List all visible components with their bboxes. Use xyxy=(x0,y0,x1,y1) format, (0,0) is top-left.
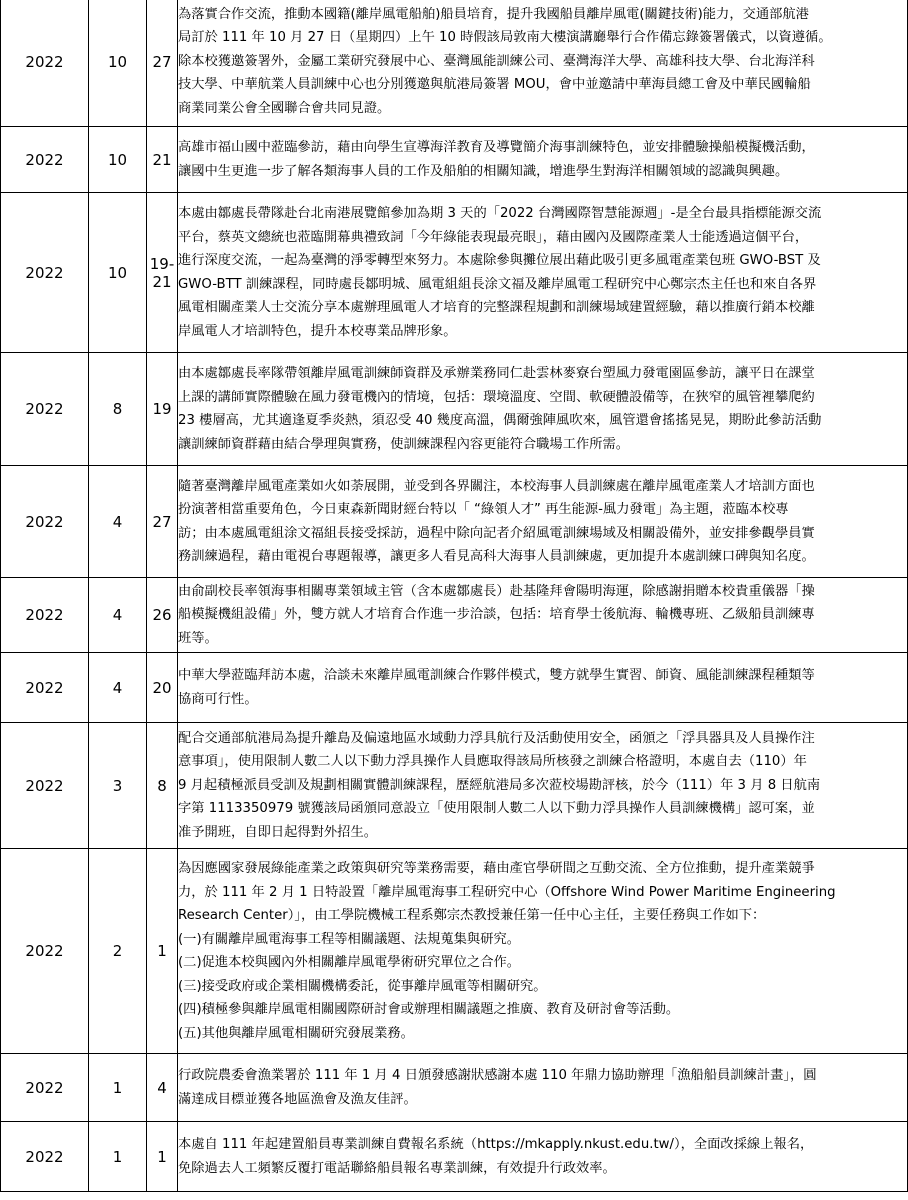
description-line: 訪；由本處風電組涂文福組長接受採訪，過程中除向記者介紹風電訓練場域及相關設備外，並安排參觀學員實 xyxy=(178,525,815,541)
description-line: Research Center）」，由工學院機械工程系鄭宗杰教授兼任第一任中心主任，主要任務與工作如下： xyxy=(178,908,766,923)
description-line: 商業同業公會全國聯合會共同見證。 xyxy=(178,100,391,116)
event-description xyxy=(178,849,908,1054)
event-row xyxy=(1,193,908,353)
event-year: 2022 xyxy=(1,0,89,127)
event-day: 1 xyxy=(147,1122,178,1192)
event-year: 2022 xyxy=(1,723,89,849)
description-line: 字第 1113350979 號獲該局函頒同意設立「使用限制人數二人以下動力浮具操作人員訓練機構」認可案，並 xyxy=(178,801,815,817)
event-row xyxy=(1,353,908,466)
event-day: 27 xyxy=(147,0,178,127)
description-line: 風電相關產業人士交流分享本處辦理風電人才培育的完整課程規劃和訓練場域建置經驗，藉以推廣行銷本校離 xyxy=(178,300,815,315)
event-year: 2022 xyxy=(1,193,89,353)
event-row xyxy=(1,849,908,1054)
description-line: 由俞副校長率領海事相關專業領域主管（含本處鄒處長）赴基隆拜會陽明海運，除感謝捐贈本校貴重儀器「操 xyxy=(178,583,815,599)
description-line: 行政院農委會漁業署於 111 年 1 月 4 日頒發感謝狀感謝本處 110 年鼎力協助辦理「漁船船員訓練計畫」，圓 xyxy=(178,1068,817,1083)
description-line: 務訓練過程，藉由電視台專題報導，讓更多人看見高科大海事人員訓練處，更加提升本處訓練口碑與知名度。 xyxy=(178,549,815,564)
event-day: 19 xyxy=(147,353,178,466)
description-line: 岸風電人才培訓特色，提升本校專業品牌形象。 xyxy=(178,323,457,339)
event-year: 2022 xyxy=(1,653,89,723)
event-row xyxy=(1,1054,908,1122)
description-line: 高雄市福山國中蒞臨參訪，藉由向學生宣導海洋教育及導覽簡介海事訓練特色，並安排體驗操船模擬機活動， xyxy=(178,140,815,155)
event-year: 2022 xyxy=(1,127,89,193)
event-month: 3 xyxy=(89,723,147,849)
event-day: 27 xyxy=(147,466,178,578)
event-description xyxy=(178,1054,908,1122)
description-line: 由本處鄒處長率隊帶領離岸風電訓練師資群及承辦業務同仁赴雲林麥寮台塑風力發電園區參訪，讓平日在課堂 xyxy=(178,366,815,381)
event-row xyxy=(1,127,908,193)
description-line: (一)有關離岸風電海事工程等相關議題、法規蒐集與研究。 xyxy=(178,931,520,947)
description-line: 除本校獲邀簽署外，金屬工業研究發展中心、臺灣風能訓練公司、臺灣海洋大學、高雄科技大學、台北海洋科 xyxy=(178,53,815,69)
event-description xyxy=(178,1122,908,1192)
event-row xyxy=(1,1122,908,1192)
description-line: 平台，蔡英文總統也蒞臨開幕典禮致詞「今年綠能表現最亮眼」，藉由國內及國際產業人士能透過這個平台， xyxy=(178,229,809,245)
event-month: 8 xyxy=(89,353,147,466)
event-year: 2022 xyxy=(1,1122,89,1192)
description-line: 扮演著相當重要角色，今日東森新聞財經台特以「 “綠領人才” 再生能源-風力發電」為主題，蒞臨本校專 xyxy=(178,502,789,517)
event-description xyxy=(178,127,908,193)
event-month: 1 xyxy=(89,1122,147,1192)
event-description xyxy=(178,723,908,849)
description-line: 免除過去人工頻繁反覆打電話聯絡船員報名專業訓練，有效提升行政效率。 xyxy=(178,1160,616,1176)
description-line: 本處由鄒處長帶隊赴台北南港展覽館參加為期 3 天的「2022 台灣國際智慧能源週」-是全台最具指標能源交流 xyxy=(178,206,822,221)
event-row xyxy=(1,0,908,127)
description-line: 9 月起積極派員受訓及規劃相關實體訓練課程，歷經航港局多次蒞校場勘評核，於今（111）年 3 月 8 日航南 xyxy=(178,777,821,793)
description-line: 船模擬機組設備」外，雙方就人才培育合作進一步洽談，包括：培育學士後航海、輪機專班、乙級船員訓練專 xyxy=(178,607,815,623)
event-day: 4 xyxy=(147,1054,178,1122)
event-month: 10 xyxy=(89,127,147,193)
event-month: 2 xyxy=(89,849,147,1054)
event-description xyxy=(178,653,908,723)
description-line: 本處自 111 年起建置船員專業訓練自費報名系統（https://mkapply.nkust.edu.tw/），全面改採線上報名， xyxy=(178,1137,814,1152)
event-row xyxy=(1,578,908,653)
description-line: 局訂於 111 年 10 月 27 日（星期四）上午 10 時假該局敦南大樓演講廳舉行合作備忘錄簽署儀式，以資遵循。 xyxy=(178,30,832,46)
description-line: 為落實合作交流，推動本國籍(離岸風電船舶)船員培育，提升我國船員離岸風電(關鍵技術)能力，交通部航港 xyxy=(178,6,809,22)
description-line: 上課的講師實際體驗在風力發電機內的情境，包括：環境溫度、空間、軟硬體設備等，在狹窄的風管裡攀爬約 xyxy=(178,389,815,405)
event-year: 2022 xyxy=(1,353,89,466)
event-year: 2022 xyxy=(1,578,89,653)
event-description xyxy=(178,193,908,353)
event-month: 4 xyxy=(89,653,147,723)
event-day: 20 xyxy=(147,653,178,723)
event-day: 8 xyxy=(147,723,178,849)
event-description xyxy=(178,353,908,466)
event-description xyxy=(178,578,908,653)
event-month: 1 xyxy=(89,1054,147,1122)
description-line: 23 樓層高，尤其適逢夏季炎熱，須忍受 40 幾度高溫，偶爾強陣風吹來，風管還會搖搖晃晃，期盼此參訪活動 xyxy=(178,413,822,428)
description-line: 中華大學蒞臨拜訪本處，洽談未來離岸風電訓練合作夥伴模式，雙方就學生實習、師資、風能訓練課程種類等 xyxy=(178,668,815,683)
description-line: 隨著臺灣離岸風電產業如火如荼展開，並受到各界關注，本校海事人員訓練處在離岸風電產業人才培訓方面也 xyxy=(178,478,815,494)
event-row xyxy=(1,466,908,578)
event-month: 10 xyxy=(89,0,147,127)
event-description xyxy=(178,466,908,578)
event-month: 4 xyxy=(89,466,147,578)
event-day: 1 xyxy=(147,849,178,1054)
event-day: 19-21 xyxy=(147,193,178,353)
description-line: 為因應國家發展綠能產業之政策與研究等業務需要，藉由產官學研間之互動交流、全方位推動，提升產業競爭 xyxy=(178,861,815,876)
event-month: 10 xyxy=(89,193,147,353)
description-line: 意事項」，使用限制人數二人以下動力浮具操作人員應取得該局所核發之訓練合格證明，本處自去（110）年 xyxy=(178,754,807,770)
description-line: (二)促進本校與國內外相關離岸風電學術研究單位之合作。 xyxy=(178,955,520,970)
event-year: 2022 xyxy=(1,466,89,578)
event-day: 21 xyxy=(147,127,178,193)
event-description xyxy=(178,0,908,127)
description-line: 配合交通部航港局為提升離島及偏遠地區水域動力浮具航行及活動使用安全，函頒之「浮具器具及人員操作注 xyxy=(178,730,815,746)
description-line: 滿達成目標並獲各地區漁會及漁友佳評。 xyxy=(178,1091,417,1107)
event-row xyxy=(1,723,908,849)
description-line: 技大學、中華航業人員訓練中心也分別獲邀與航港局簽署 MOU，會中並邀請中華海員總工會及中華民國輪船 xyxy=(178,77,811,93)
description-line: 讓國中生更進一步了解各類海事人員的工作及船舶的相關知識，增進學生對海洋相關領域的認識與興趣。 xyxy=(178,163,789,179)
description-line: 班等。 xyxy=(178,630,218,646)
event-year: 2022 xyxy=(1,849,89,1054)
event-month: 4 xyxy=(89,578,147,653)
event-day: 26 xyxy=(147,578,178,653)
description-line: 協商可行性。 xyxy=(178,691,258,707)
events-table-body xyxy=(1,0,908,1192)
description-line: (四)積極參與離岸風電相關國際研討會或辦理相關議題之推廣、教育及研討會等活動。 xyxy=(178,1002,680,1017)
description-line: 進行深度交流，一起為臺灣的淨零轉型來努力。本處除參與攤位展出藉此吸引更多風電產業包班 GWO-BST 及 xyxy=(178,253,821,268)
description-line: 讓訓練師資群藉由結合學理與實務，使訓練課程內容更能符合職場工作所需。 xyxy=(178,436,630,452)
description-line: (五)其他與離岸風電相關研究發展業務。 xyxy=(178,1025,414,1041)
description-line: (三)接受政府或企業相關機構委託，從事離岸風電等相關研究。 xyxy=(178,978,547,994)
event-year: 2022 xyxy=(1,1054,89,1122)
event-row xyxy=(1,653,908,723)
description-line: 准予開班，自即日起得對外招生。 xyxy=(178,824,377,840)
description-line: GWO-BTT 訓練課程，同時處長鄒明城、風電組組長涂文福及離岸風電工程研究中心鄭宗杰主任也和來自各界 xyxy=(178,276,817,292)
description-line: 力，於 111 年 2 月 1 日特設置「離岸風電海事工程研究中心（Offshore Wind Power Maritime Engineering xyxy=(178,884,836,900)
